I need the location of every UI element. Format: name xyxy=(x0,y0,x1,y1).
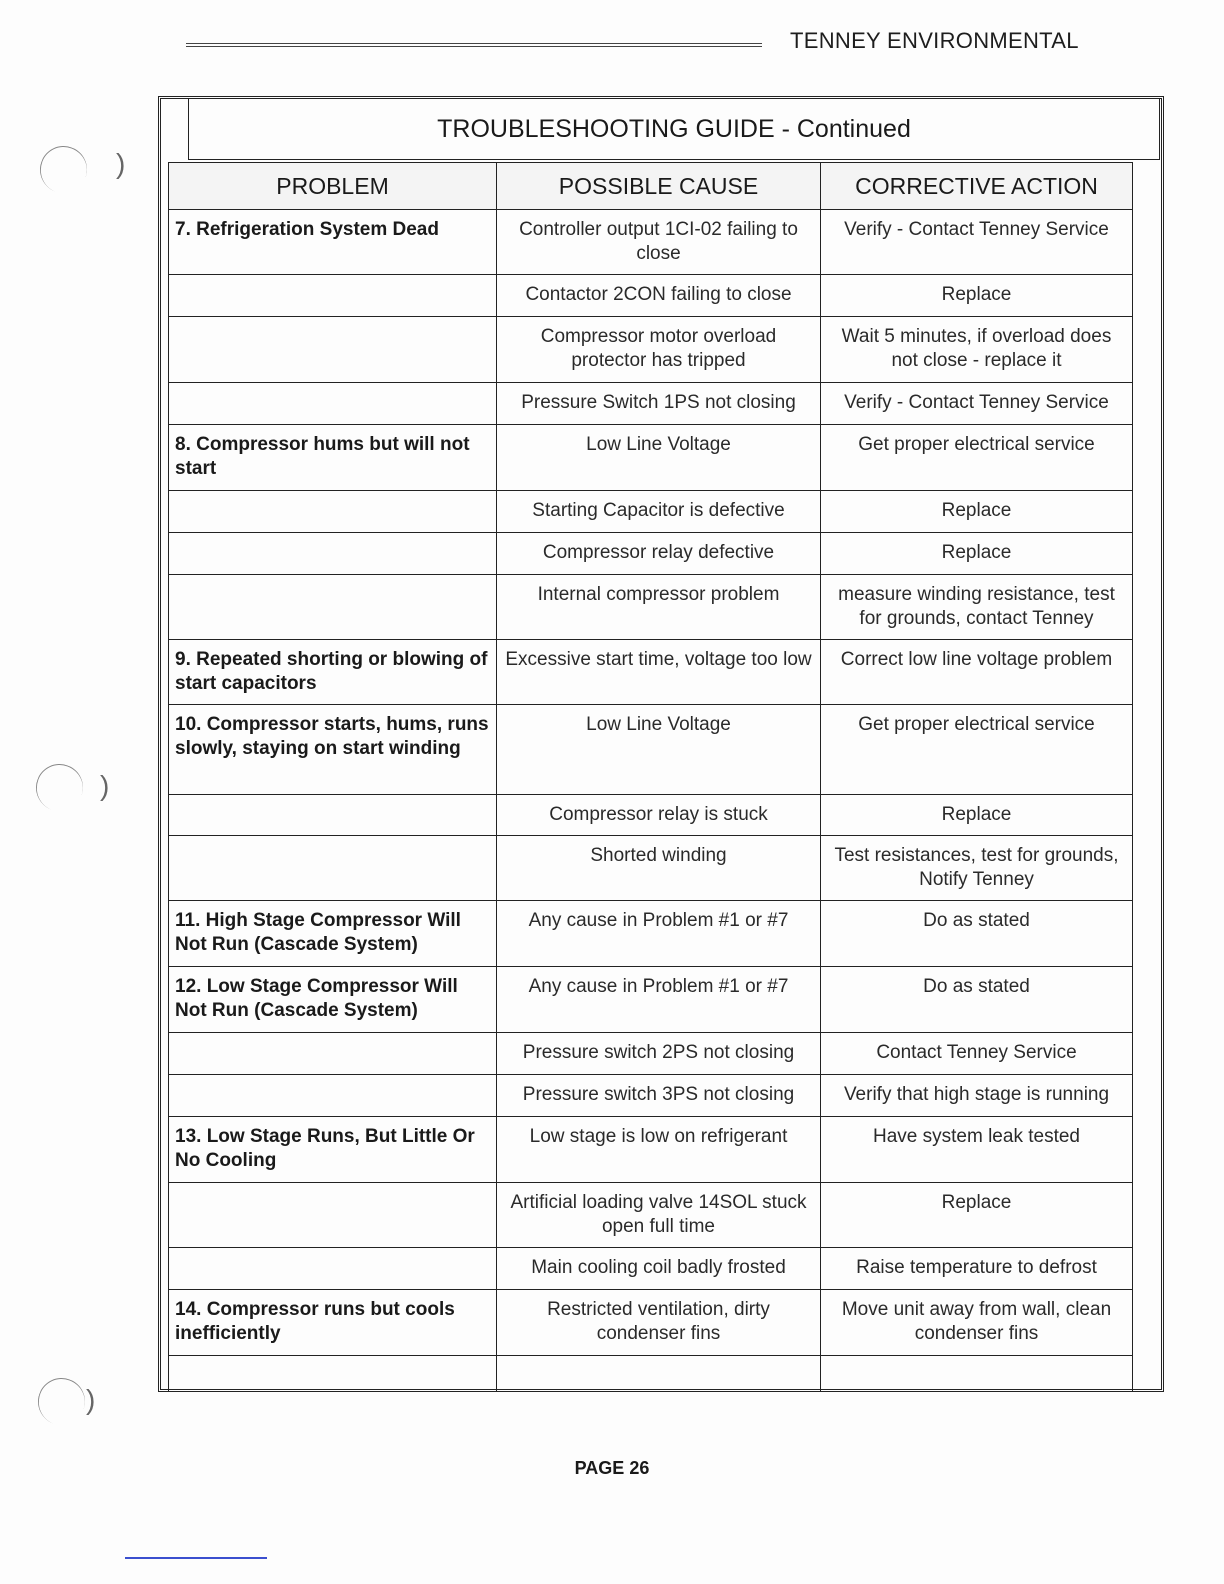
table-header-row xyxy=(169,163,1133,210)
cause-cell: Shorted winding xyxy=(497,836,821,901)
problem-cell: 8. Compressor hums but will not start xyxy=(169,425,497,491)
table-row xyxy=(169,705,1133,795)
guide-title: TROUBLESHOOTING GUIDE - Continued xyxy=(188,98,1160,160)
column-header-action: CORRECTIVE ACTION xyxy=(821,163,1133,210)
action-cell: Raise temperature to defrost xyxy=(821,1248,1133,1290)
problem-cell xyxy=(169,383,497,425)
table-row xyxy=(169,901,1133,967)
cause-cell: Any cause in Problem #1 or #7 xyxy=(497,967,821,1033)
table-row xyxy=(169,275,1133,317)
cause-cell: Pressure switch 2PS not closing xyxy=(497,1033,821,1075)
punch-hole-top-mark: ) xyxy=(116,148,126,179)
cause-cell: Pressure switch 3PS not closing xyxy=(497,1075,821,1117)
problem-cell xyxy=(169,533,497,575)
table-row xyxy=(169,317,1133,383)
cause-cell: Contactor 2CON failing to close xyxy=(497,275,821,317)
punch-hole-top xyxy=(33,139,93,199)
cause-cell: Starting Capacitor is defective xyxy=(497,491,821,533)
action-cell: Replace xyxy=(821,1183,1133,1248)
cause-cell: Internal compressor problem xyxy=(497,575,821,640)
problem-cell xyxy=(169,275,497,317)
action-cell: Do as stated xyxy=(821,967,1133,1033)
action-cell: Get proper electrical service xyxy=(821,705,1133,795)
cause-cell: Low Line Voltage xyxy=(497,425,821,491)
problem-cell xyxy=(169,1075,497,1117)
cause-cell: Any cause in Problem #1 or #7 xyxy=(497,901,821,967)
action-cell: Move unit away from wall, clean condenser fins xyxy=(821,1290,1133,1356)
problem-cell xyxy=(169,1033,497,1075)
punch-hole-bottom-mark: ) xyxy=(86,1384,96,1415)
table-row xyxy=(169,1117,1133,1183)
action-cell: Get proper electrical service xyxy=(821,425,1133,491)
cause-cell: Excessive start time, voltage too low xyxy=(497,640,821,705)
cause-cell: Compressor relay defective xyxy=(497,533,821,575)
table-row xyxy=(169,533,1133,575)
cause-cell: Restricted ventilation, dirty condenser fins xyxy=(497,1290,821,1356)
problem-cell: 14. Compressor runs but cools inefficiently xyxy=(169,1290,497,1356)
cause-cell: Compressor motor overload protector has tripped xyxy=(497,317,821,383)
punch-hole-middle xyxy=(29,757,89,817)
table-row xyxy=(169,836,1133,901)
table-row xyxy=(169,491,1133,533)
action-cell: measure winding resistance, test for grounds, contact Tenney xyxy=(821,575,1133,640)
problem-cell xyxy=(169,317,497,383)
punch-hole-bottom xyxy=(31,1371,91,1431)
cause-cell: Main cooling coil badly frosted xyxy=(497,1248,821,1290)
table-row xyxy=(169,795,1133,836)
punch-hole-middle-mark: ) xyxy=(100,770,110,801)
table-row xyxy=(169,1356,1133,1392)
table-row xyxy=(169,575,1133,640)
action-cell: Test resistances, test for grounds, Notify Tenney xyxy=(821,836,1133,901)
column-header-cause: POSSIBLE CAUSE xyxy=(497,163,821,210)
problem-cell: 9. Repeated shorting or blowing of start capacitors xyxy=(169,640,497,705)
table-row xyxy=(169,1290,1133,1356)
table-row xyxy=(169,1183,1133,1248)
cause-cell: Controller output 1CI-02 failing to close xyxy=(497,210,821,275)
cause-cell: Low stage is low on refrigerant xyxy=(497,1117,821,1183)
action-cell: Replace xyxy=(821,795,1133,836)
problem-cell xyxy=(169,795,497,836)
cause-cell: Low Line Voltage xyxy=(497,705,821,795)
problem-cell xyxy=(169,491,497,533)
action-cell: Replace xyxy=(821,533,1133,575)
table-row xyxy=(169,210,1133,275)
table-row xyxy=(169,967,1133,1033)
action-cell xyxy=(821,1356,1133,1392)
action-cell: Replace xyxy=(821,491,1133,533)
action-cell: Contact Tenney Service xyxy=(821,1033,1133,1075)
action-cell: Replace xyxy=(821,275,1133,317)
table-row xyxy=(169,640,1133,705)
column-header-problem: PROBLEM xyxy=(169,163,497,210)
action-cell: Verify - Contact Tenney Service xyxy=(821,383,1133,425)
table-row xyxy=(169,1033,1133,1075)
problem-cell xyxy=(169,1248,497,1290)
problem-cell xyxy=(169,1356,497,1392)
cause-cell: Compressor relay is stuck xyxy=(497,795,821,836)
troubleshooting-table xyxy=(168,162,1133,1392)
header-rule xyxy=(186,43,762,47)
problem-cell: 11. High Stage Compressor Will Not Run (Cascade System) xyxy=(169,901,497,967)
action-cell: Verify - Contact Tenney Service xyxy=(821,210,1133,275)
table-row xyxy=(169,383,1133,425)
table-row xyxy=(169,1248,1133,1290)
action-cell: Wait 5 minutes, if overload does not close - replace it xyxy=(821,317,1133,383)
problem-cell xyxy=(169,836,497,901)
problem-cell: 13. Low Stage Runs, But Little Or No Cooling xyxy=(169,1117,497,1183)
action-cell: Correct low line voltage problem xyxy=(821,640,1133,705)
company-name: TENNEY ENVIRONMENTAL xyxy=(790,28,1079,53)
problem-cell xyxy=(169,575,497,640)
action-cell: Do as stated xyxy=(821,901,1133,967)
problem-cell: 7. Refrigeration System Dead xyxy=(169,210,497,275)
table-row xyxy=(169,1075,1133,1117)
cause-cell xyxy=(497,1356,821,1392)
footer-underline xyxy=(125,1557,267,1559)
problem-cell xyxy=(169,1183,497,1248)
cause-cell: Artificial loading valve 14SOL stuck open full time xyxy=(497,1183,821,1248)
cause-cell: Pressure Switch 1PS not closing xyxy=(497,383,821,425)
action-cell: Verify that high stage is running xyxy=(821,1075,1133,1117)
page-number: PAGE 26 xyxy=(574,1458,650,1478)
table-row xyxy=(169,425,1133,491)
action-cell: Have system leak tested xyxy=(821,1117,1133,1183)
problem-cell: 10. Compressor starts, hums, runs slowly, staying on start winding xyxy=(169,705,497,795)
problem-cell: 12. Low Stage Compressor Will Not Run (Cascade System) xyxy=(169,967,497,1033)
